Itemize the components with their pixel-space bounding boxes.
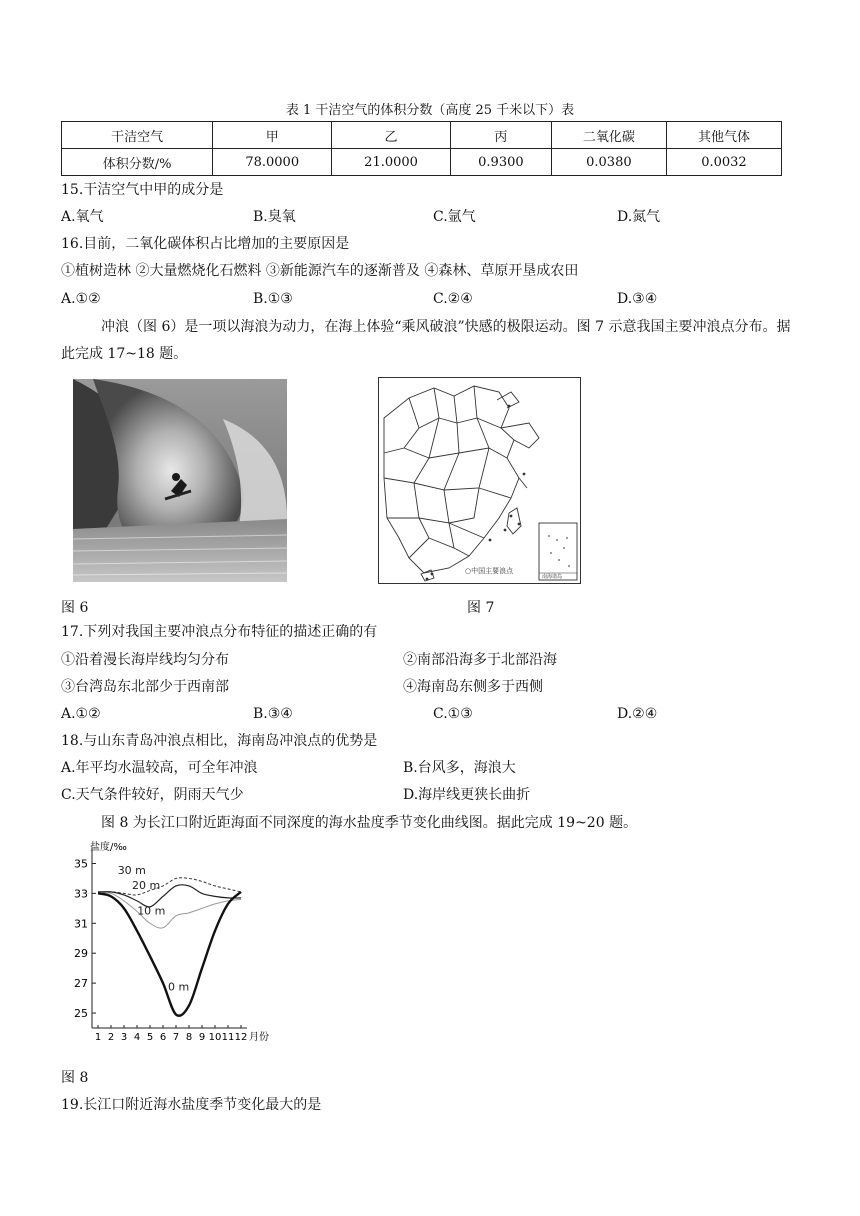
option-d: D.海岸线更狭长曲折 <box>403 787 531 803</box>
series-label: 10 m <box>137 904 166 918</box>
fig6-photo <box>73 379 287 582</box>
surf-point <box>431 573 434 576</box>
option-c: C.②④ <box>433 291 473 307</box>
table-cell: 78.0000 <box>213 149 332 176</box>
x-tick-label: 11 <box>221 1032 235 1043</box>
q17-item-2: ②南部沿海多于北部沿海 <box>403 652 557 668</box>
q16-stem: 16.目前，二氧化碳体积占比增加的主要原因是 <box>61 236 350 252</box>
table-cell: 乙 <box>332 122 451 149</box>
series-label: 0 m <box>167 980 190 994</box>
option-b: B.台风多，海浪大 <box>403 760 516 776</box>
fig7-label: 图 7 <box>467 600 495 616</box>
x-tick-label: 8 <box>185 1032 193 1043</box>
surf-point <box>510 515 513 518</box>
table-cell: 21.0000 <box>332 149 451 176</box>
y-tick-label: 29 <box>74 947 88 961</box>
fig7-map <box>378 377 581 584</box>
table-cell: 丙 <box>450 122 551 149</box>
y-tick-label: 35 <box>74 857 88 871</box>
q17-item-3: ③台湾岛东北部少于西南部 <box>61 679 229 695</box>
wave-photo-illustration <box>73 379 287 582</box>
q17-items-row1 <box>61 650 801 670</box>
q15-options <box>61 207 801 227</box>
x-axis-label: 月份 <box>249 1032 269 1043</box>
series-label: 30 m <box>117 863 146 877</box>
option-c: C.天气条件较好，阴雨天气少 <box>61 787 244 803</box>
option-c: C.①③ <box>433 706 473 722</box>
q17-stem: 17.下列对我国主要冲浪点分布特征的描述正确的有 <box>61 624 378 640</box>
q17-options <box>61 704 801 724</box>
table1-caption: 表 1 干洁空气的体积分数（高度 25 千米以下）表 <box>285 103 575 118</box>
q16-items: ①植树造林 ②大量燃烧化石燃料 ③新能源汽车的逐渐普及 ④森林、草原开垦成农田 <box>61 263 579 279</box>
surf-point <box>426 578 429 581</box>
salinity-line-chart <box>62 840 282 1062</box>
south-sea-inset <box>539 523 577 580</box>
q18-options-row1 <box>61 758 801 778</box>
fig7-inset-label: 南海诸岛 <box>542 574 563 580</box>
china-surf-map <box>379 378 580 583</box>
series-line-30m <box>98 878 241 895</box>
q17-item-4: ④海南岛东侧多于西侧 <box>403 679 543 695</box>
x-tick-label: 3 <box>120 1032 128 1043</box>
table-cell: 干洁空气 <box>62 122 213 149</box>
x-tick-label: 5 <box>146 1032 154 1043</box>
y-tick-label: 33 <box>74 887 88 901</box>
fig6-label: 图 6 <box>61 600 89 616</box>
surf-point <box>508 405 511 408</box>
fig8-label: 图 8 <box>61 1070 89 1086</box>
q16-options <box>61 289 801 309</box>
x-tick-label: 6 <box>159 1032 167 1043</box>
x-tick-label: 9 <box>198 1032 206 1043</box>
series-line-0m <box>98 892 241 1016</box>
q17-item-1: ①沿着漫长海岸线均匀分布 <box>61 652 229 668</box>
option-d: D.③④ <box>617 291 658 307</box>
table-cell: 体积分数/% <box>62 149 213 176</box>
option-d: D.氮气 <box>617 209 661 225</box>
x-tick-label: 4 <box>133 1032 141 1043</box>
fig7-legend: ○中国主要浪点 <box>465 567 514 575</box>
x-tick-label: 12 <box>234 1032 248 1043</box>
option-c: C.氩气 <box>433 209 476 225</box>
surf-point <box>504 529 507 532</box>
q15-stem: 15.干洁空气中甲的成分是 <box>61 182 224 198</box>
y-tick-label: 27 <box>74 977 88 991</box>
option-a: A.氧气 <box>61 209 104 225</box>
q18-options-row2 <box>61 785 801 805</box>
x-tick-label: 7 <box>172 1032 180 1043</box>
table1-data-row <box>62 149 782 176</box>
table-cell: 二氧化碳 <box>551 122 666 149</box>
y-tick-label: 31 <box>74 917 88 931</box>
option-b: B.③④ <box>253 706 293 722</box>
table-cell: 甲 <box>213 122 332 149</box>
surf-point <box>523 473 526 476</box>
option-a: A.①② <box>61 706 101 722</box>
table-cell: 其他气体 <box>666 122 781 149</box>
option-b: B.臭氧 <box>253 209 296 225</box>
fig8-chart <box>62 840 282 1062</box>
option-d: D.②④ <box>617 706 658 722</box>
passage-surfing: 冲浪（图 6）是一项以海浪为动力，在海上体验“乘风破浪”快感的极限运动。图 7 示意我国主要冲浪点分布。据此完成 17~18 题。 <box>61 319 791 362</box>
option-a: A.①② <box>61 291 101 307</box>
x-tick-label: 1 <box>94 1032 102 1043</box>
y-axis-label: 盐度/‰ <box>90 842 127 853</box>
option-b: B.①③ <box>253 291 293 307</box>
x-tick-label: 10 <box>208 1032 222 1043</box>
q17-items-row2 <box>61 677 801 697</box>
y-tick-label: 25 <box>74 1007 88 1021</box>
surf-point <box>489 539 492 542</box>
q19-stem: 19.长江口附近海水盐度季节变化最大的是 <box>61 1097 322 1113</box>
table-cell: 0.9300 <box>450 149 551 176</box>
table-cell: 0.0032 <box>666 149 781 176</box>
table1 <box>61 121 782 176</box>
x-tick-label: 2 <box>107 1032 115 1043</box>
q18-stem: 18.与山东青岛冲浪点相比，海南岛冲浪点的优势是 <box>61 733 378 749</box>
option-a: A.年平均水温较高，可全年冲浪 <box>61 760 258 776</box>
table-cell: 0.0380 <box>551 149 666 176</box>
surf-point <box>518 523 521 526</box>
passage-salinity: 图 8 为长江口附近距海面不同深度的海水盐度季节变化曲线图。据此完成 19~20 题。 <box>101 815 638 831</box>
series-label: 20 m <box>131 878 161 892</box>
table1-header-row <box>62 122 782 149</box>
